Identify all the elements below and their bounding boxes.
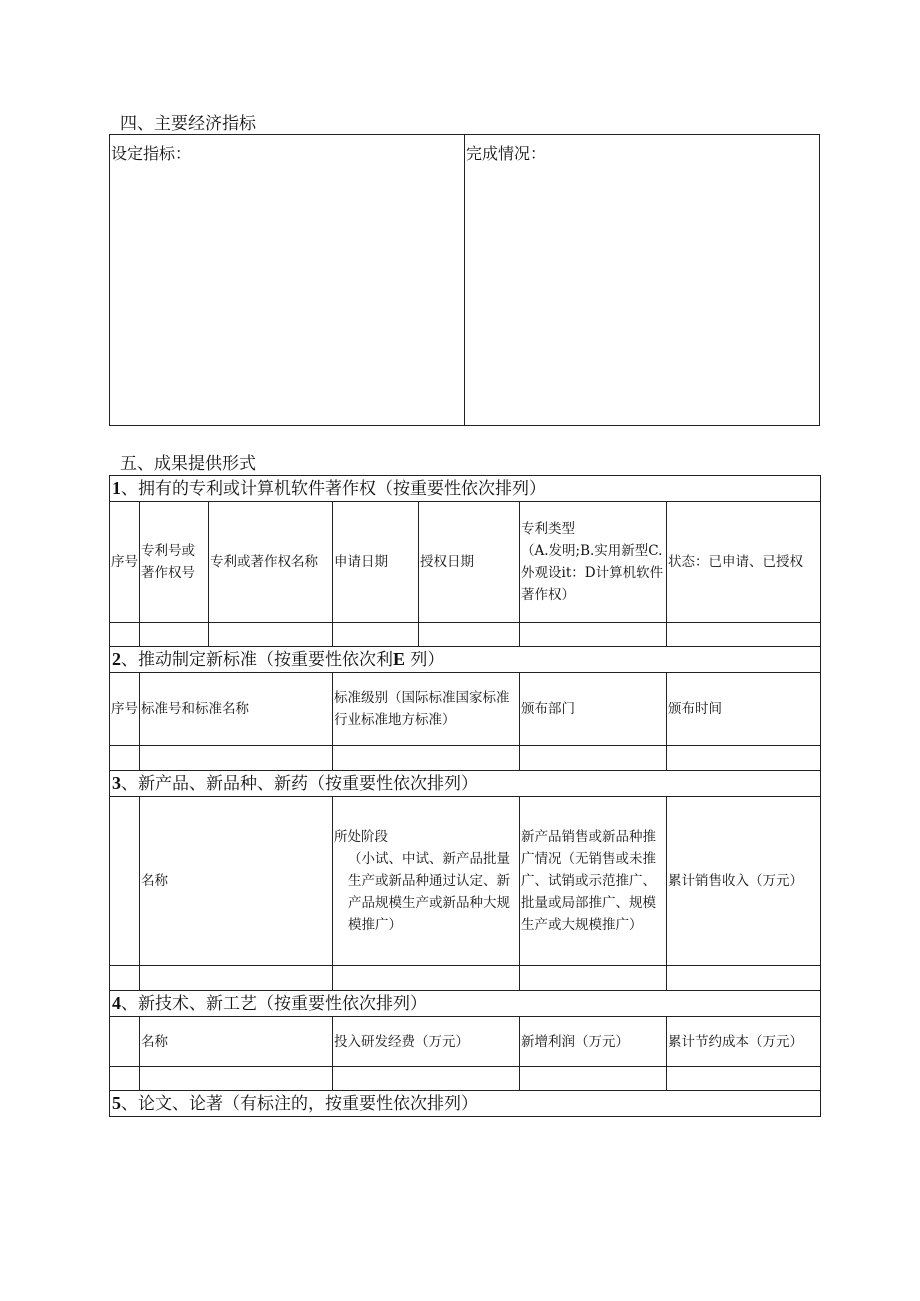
standard-data-cell[interactable] [333,746,520,771]
tech-data-cell[interactable] [110,1067,140,1091]
product-data-cell[interactable] [520,966,667,991]
completion-label: 完成情况： [466,144,547,163]
set-indicators-label: 设定指标： [111,144,192,163]
standard-col-name: 标准号和标准名称 [140,673,333,746]
standard-data-cell[interactable] [667,746,821,771]
tech-col-funds: 投入研发经费（万元） [333,1017,520,1067]
patent-col-number: 专利号或著作权号 [140,502,209,623]
standard-data-cell[interactable] [520,746,667,771]
tech-data-cell[interactable] [333,1067,520,1091]
tech-data-cell[interactable] [667,1067,821,1091]
patent-data-cell[interactable] [140,623,209,647]
section5-title: 五、成果提供形式 [120,454,256,474]
achievements-table [109,475,821,1117]
patent-data-cell[interactable] [419,623,520,647]
tech-data-cell[interactable] [140,1067,333,1091]
patent-data-cell[interactable] [209,623,333,647]
patent-data-cell[interactable] [520,623,667,647]
standard-col-seq: 序号 [110,673,140,746]
standard-data-cell[interactable] [110,746,140,771]
patent-col-apply-date: 申请日期 [333,502,419,623]
patent-col-grant-date: 授权日期 [419,502,520,623]
product-data-cell[interactable] [110,966,140,991]
product-col-seq [110,797,140,966]
patent-col-seq: 序号 [110,502,140,623]
product-section-title: 3、新产品、新品种、新药（按重要性依次排列） [110,771,821,797]
indicators-divider [464,135,465,425]
patent-data-cell[interactable] [110,623,140,647]
standard-col-time: 颁布时间 [667,673,821,746]
standard-col-level: 标准级别（国际标准国家标准行业标准地方标准） [333,673,520,746]
section4-title: 四、主要经济指标 [120,114,256,134]
product-col-stage: 所处阶段 （小试、中试、新产品批量生产或新品种通过认定、新产品规模生产或新品种大规模推广） [333,797,520,966]
tech-col-name: 名称 [140,1017,333,1067]
patent-col-name: 专利或著作权名称 [209,502,333,623]
product-col-name: 名称 [140,797,333,966]
tech-col-saving: 累计节约成本（万元） [667,1017,821,1067]
patent-col-type: 专利类型 （A.发明;B.实用新型C.外观设it：D计算机软件著作权） [520,502,667,623]
patent-data-cell[interactable] [667,623,821,647]
tech-col-profit: 新增利润（万元） [520,1017,667,1067]
product-data-cell[interactable] [140,966,333,991]
product-col-sales: 新产品销售或新品种推广情况（无销售或未推广、试销或示范推广、批量或局部推广、规模生产或大规模推广） [520,797,667,966]
tech-data-cell[interactable] [520,1067,667,1091]
product-data-cell[interactable] [667,966,821,991]
patent-col-status: 状态：已申请、已授权 [667,502,821,623]
patent-data-cell[interactable] [333,623,419,647]
standard-col-dept: 颁布部门 [520,673,667,746]
economic-indicators-box [109,134,820,426]
standard-section-title: 2、推动制定新标准（按重要性依次利E 列） [110,647,821,673]
patent-section-title: 1、拥有的专利或计算机软件著作权（按重要性依次排列） [110,476,821,502]
product-col-income: 累计销售收入（万元） [667,797,821,966]
standard-data-cell[interactable] [140,746,333,771]
tech-section-title: 4、新技术、新工艺（按重要性依次排列） [110,991,821,1017]
paper-section-title: 5、论文、论著（有标注的，按重要性依次排列） [110,1091,821,1117]
tech-col-seq [110,1017,140,1067]
product-data-cell[interactable] [333,966,520,991]
